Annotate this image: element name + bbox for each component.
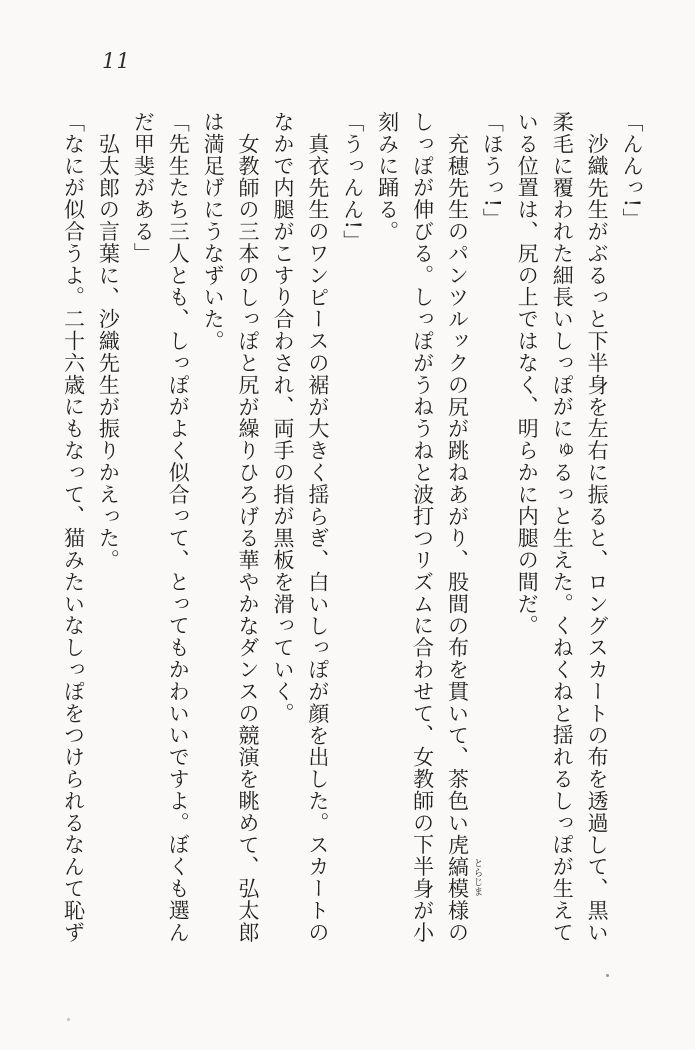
- dialogue-paragraph: 「うっんん!」: [340, 111, 365, 252]
- vertical-text-block: [53, 111, 649, 947]
- ruby-base: 虎縞 とらじま: [445, 833, 483, 896]
- narrative-paragraph: 女教師の三本のしっぽと尻が繰りひろげる華やかなダンスの競演を眺めて、弘太郎は満足げにうなずいた。: [201, 111, 261, 944]
- scan-speck: [606, 974, 609, 977]
- furigana-annotation: とらじま: [471, 857, 483, 896]
- narrative-paragraph: 弘太郎の言葉に、沙織先生が振りかえった。: [96, 132, 121, 571]
- page-number: 11: [102, 49, 131, 73]
- dialogue-paragraph: 「んんっ!」: [620, 111, 644, 230]
- narrative-paragraph: 沙織先生がぶるっと下半身を左右に振ると、ロングスカートの布を透過して、黒い柔毛に覆われた細長いしっぽがにゅるっと生えた。くねくねと揺れるしっぽが生えている位置は、尻の上ではなく、明らかに内腿の間だ。: [515, 111, 610, 944]
- dialogue-paragraph: 「なにが似合うよ。二十六歳にもなって、猫みたいなしっぽをつけられるなんて恥ず: [61, 111, 86, 944]
- narrative-paragraph: 真衣先生のワンピースの裾が大きく揺らぎ、白いしっぽが顔を出した。スカートのなかで内腿がこすり合わされ、両手の指が黒板を滑っていく。: [270, 111, 330, 944]
- dialogue-paragraph: 「ほうっ!」: [480, 111, 505, 230]
- dialogue-paragraph: 「先生たち三人とも、しっぽがよく似合って、とってもかわいいですよ。ぼくも選んだ甲斐がある」: [131, 111, 191, 944]
- narrative-paragraph: 充穂先生のパンツルックの尻が跳ねあがり、股間の布を貫いて、茶色い虎縞 とらじま 模様のしっぽが伸びる。しっぽがうねうねと波打つリズムに合わせて、女教師の下半身が小刻みに踊る。: [375, 111, 483, 944]
- scan-speck: [67, 1018, 70, 1021]
